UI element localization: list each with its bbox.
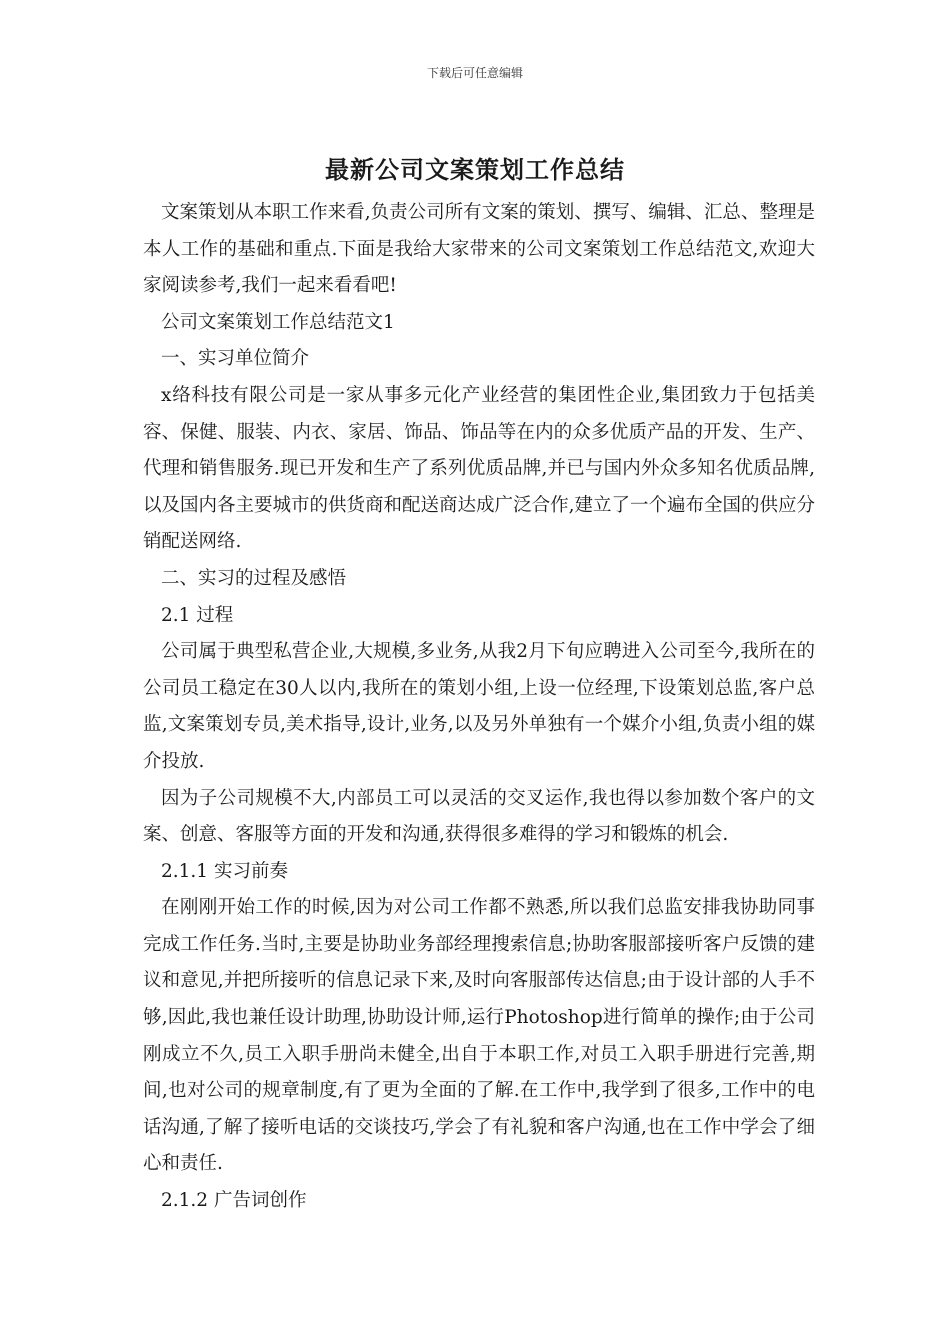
subsection-heading-2-1-1: 2.1.1 实习前奏 xyxy=(161,860,288,882)
subsection-heading-2-1-2: 2.1.2 广告词创作 xyxy=(161,1190,307,1212)
paragraph-company-structure: 公司属于典型私营企业,大规模,多业务,从我2月下旬应聘进入公司至今,我所在的公司员工稳定在30人以内,我所在的策划小组,上设一位经理,下设策划总监,客户总监,文案策划专员,美术指导,设计,业务,以及另外单独有一个媒介小组,负责小组的媒介投放. xyxy=(143,641,815,772)
subsection-heading-2-1: 2.1 过程 xyxy=(161,604,234,626)
header-note: 下载后可任意编辑 xyxy=(426,66,523,80)
paragraph-intro: 文案策划从本职工作来看,负责公司所有文案的策划、撰写、编辑、汇总、整理是本人工作的基础和重点.下面是我给大家带来的公司文案策划工作总结范文,欢迎大家阅读参考,我们一起来看看吧! xyxy=(143,202,815,297)
paragraph-company-intro: x络科技有限公司是一家从事多元化产业经营的集团性企业,集团致力于包括美容、保健、服装、内衣、家居、饰品、饰品等在内的众多优质产品的开发、生产、代理和销售服务.现已开发和生产了系列优质品牌,并已与国内外众多知名优质品牌,以及国内各主要城市的供货商和配送商达成广泛合作,建立了一个遍布全国的供应分销配送网络. xyxy=(143,384,815,553)
paragraph-early-work: 在刚刚开始工作的时候,因为对公司工作都不熟悉,所以我们总监安排我协助同事完成工作任务.当时,主要是协助业务部经理搜索信息;协助客服部接听客户反馈的建议和意见,并把所接听的信息记录下来,及时向客服部传达信息;由于设计部的人手不够,因此,我也兼任设计助理,协助设计师,运行Photoshop进行简单的操作;由于公司刚成立不久,员工入职手册尚未健全,出自于本职工作,对员工入职手册进行完善,期间,也对公司的规章制度,有了更为全面的了解.在工作中,我学到了很多,工作中的电话沟通,了解了接听电话的交谈技巧,学会了有礼貌和客户沟通,也在工作中学会了细心和责任. xyxy=(143,897,815,1175)
document-body xyxy=(143,195,815,1220)
document-title: 最新公司文案策划工作总结 xyxy=(325,156,625,184)
section-heading-sample: 公司文案策划工作总结范文1 xyxy=(161,311,395,333)
paragraph-cross-operation: 因为子公司规模不大,内部员工可以灵活的交叉运作,我也得以参加数个客户的文案、创意、客服等方面的开发和沟通,获得很多难得的学习和锻炼的机会. xyxy=(143,787,815,846)
section-heading-process: 二、实习的过程及感悟 xyxy=(161,567,347,589)
section-heading-company: 一、实习单位简介 xyxy=(161,348,310,370)
